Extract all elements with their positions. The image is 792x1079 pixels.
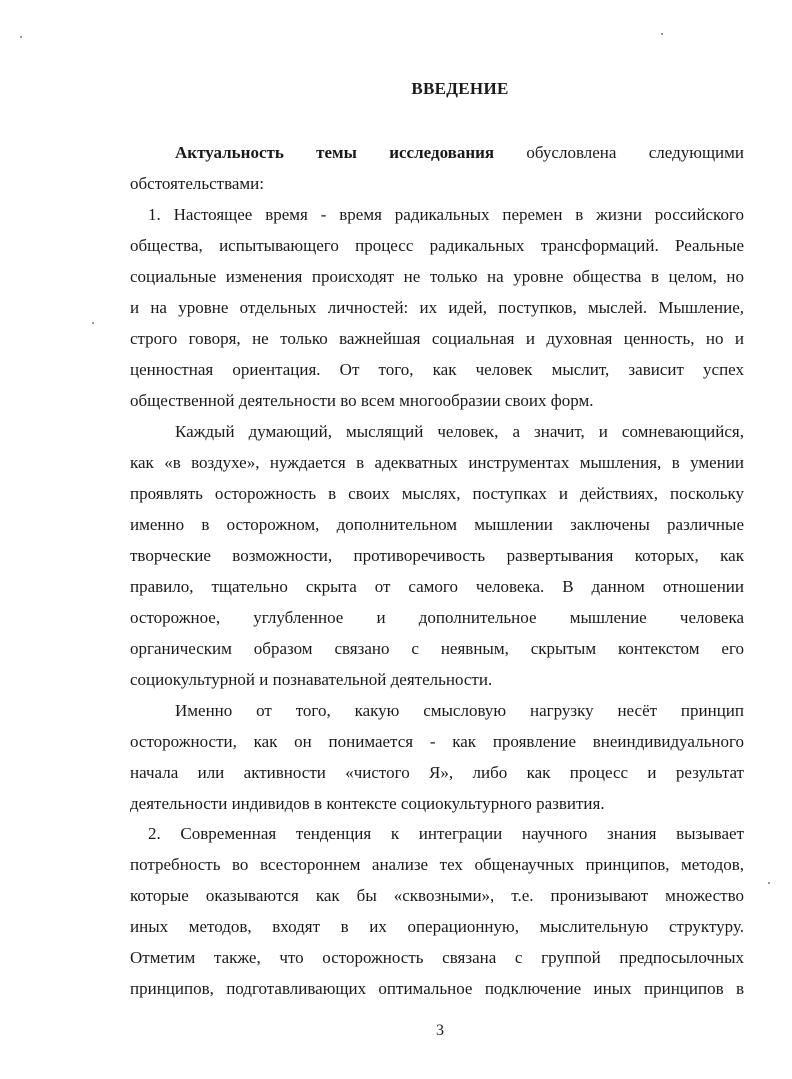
text-line: органическим образом связано с неявным, скрытым контекстом его [130, 639, 744, 658]
text-line: осторожное, углубленное и дополнительное мышление человека [130, 608, 744, 627]
paragraph-1 [130, 199, 744, 416]
text-line: начала или активности «чистого Я», либо как процесс и результат [130, 763, 744, 782]
text-line: Именно от того, какую смысловую нагрузку несёт принцип [175, 701, 744, 720]
page-title: ВВЕДЕНИЕ [411, 79, 509, 98]
text-line: именно в осторожном, дополнительном мышлении заключены различные [130, 515, 744, 534]
scan-speck [92, 322, 94, 324]
text-line: проявлять осторожность в своих мыслях, поступках и действиях, поскольку [130, 484, 744, 503]
text-line: общества, испытывающего процесс радикальных трансформаций. Реальные [130, 236, 744, 255]
scan-speck [20, 36, 22, 38]
text-line: и на уровне отдельных личностей: их идей, поступков, мыслей. Мышление, [130, 298, 744, 317]
paragraph-3 [130, 695, 744, 819]
text-line: обстоятельствами: [130, 174, 265, 193]
text-line: потребность во всестороннем анализе тех общенаучных принципов, методов, [130, 855, 744, 874]
text-line: осторожности, как он понимается - как проявление внеиндивидуального [130, 732, 744, 751]
scan-speck [661, 33, 663, 35]
text-line: 2. Современная тенденция к интеграции научного знания вызывает [148, 824, 744, 843]
text-line: ценностная ориентация. От того, как человек мыслит, зависит успех [130, 360, 744, 379]
text-line: деятельности индивидов в контексте социокультурного развития. [130, 794, 605, 813]
text-line: творческие возможности, противоречивость развертывания которых, как [130, 546, 744, 565]
text-line: социальные изменения происходят не только на уровне общества в целом, но [130, 267, 744, 286]
text-line: правило, тщательно скрыта от самого человека. В данном отношении [130, 577, 744, 596]
text-line: общественной деятельности во всем многообразии своих форм. [130, 391, 594, 410]
text-line: 1. Настоящее время - время радикальных перемен в жизни российского [148, 205, 744, 224]
page-number: 3 [436, 1022, 444, 1039]
intro-paragraph [130, 137, 744, 199]
paragraph-4 [130, 818, 744, 1004]
text-line: принципов, подготавливающих оптимальное подключение иных принципов в [130, 979, 744, 998]
text-line: Актуальность темы исследования обусловлена следующими [175, 143, 744, 162]
text-line: Отметим также, что осторожность связана с группой предпосылочных [130, 948, 744, 967]
paragraph-2 [130, 416, 744, 695]
scan-speck [768, 882, 770, 884]
text-line: строго говоря, не только важнейшая социальная и духовная ценность, но и [130, 329, 744, 348]
text-line: социокультурной и познавательной деятельности. [130, 670, 493, 689]
text-line: которые оказываются как бы «сквозными», т.е. пронизывают множество [130, 886, 744, 905]
text-line: иных методов, входят в их операционную, мыслительную структуру. [130, 917, 744, 936]
text-line: Каждый думающий, мыслящий человек, а значит, и сомневающийся, [175, 422, 744, 441]
text-line: как «в воздухе», нуждается в адекватных инструментах мышления, в умении [130, 453, 744, 472]
